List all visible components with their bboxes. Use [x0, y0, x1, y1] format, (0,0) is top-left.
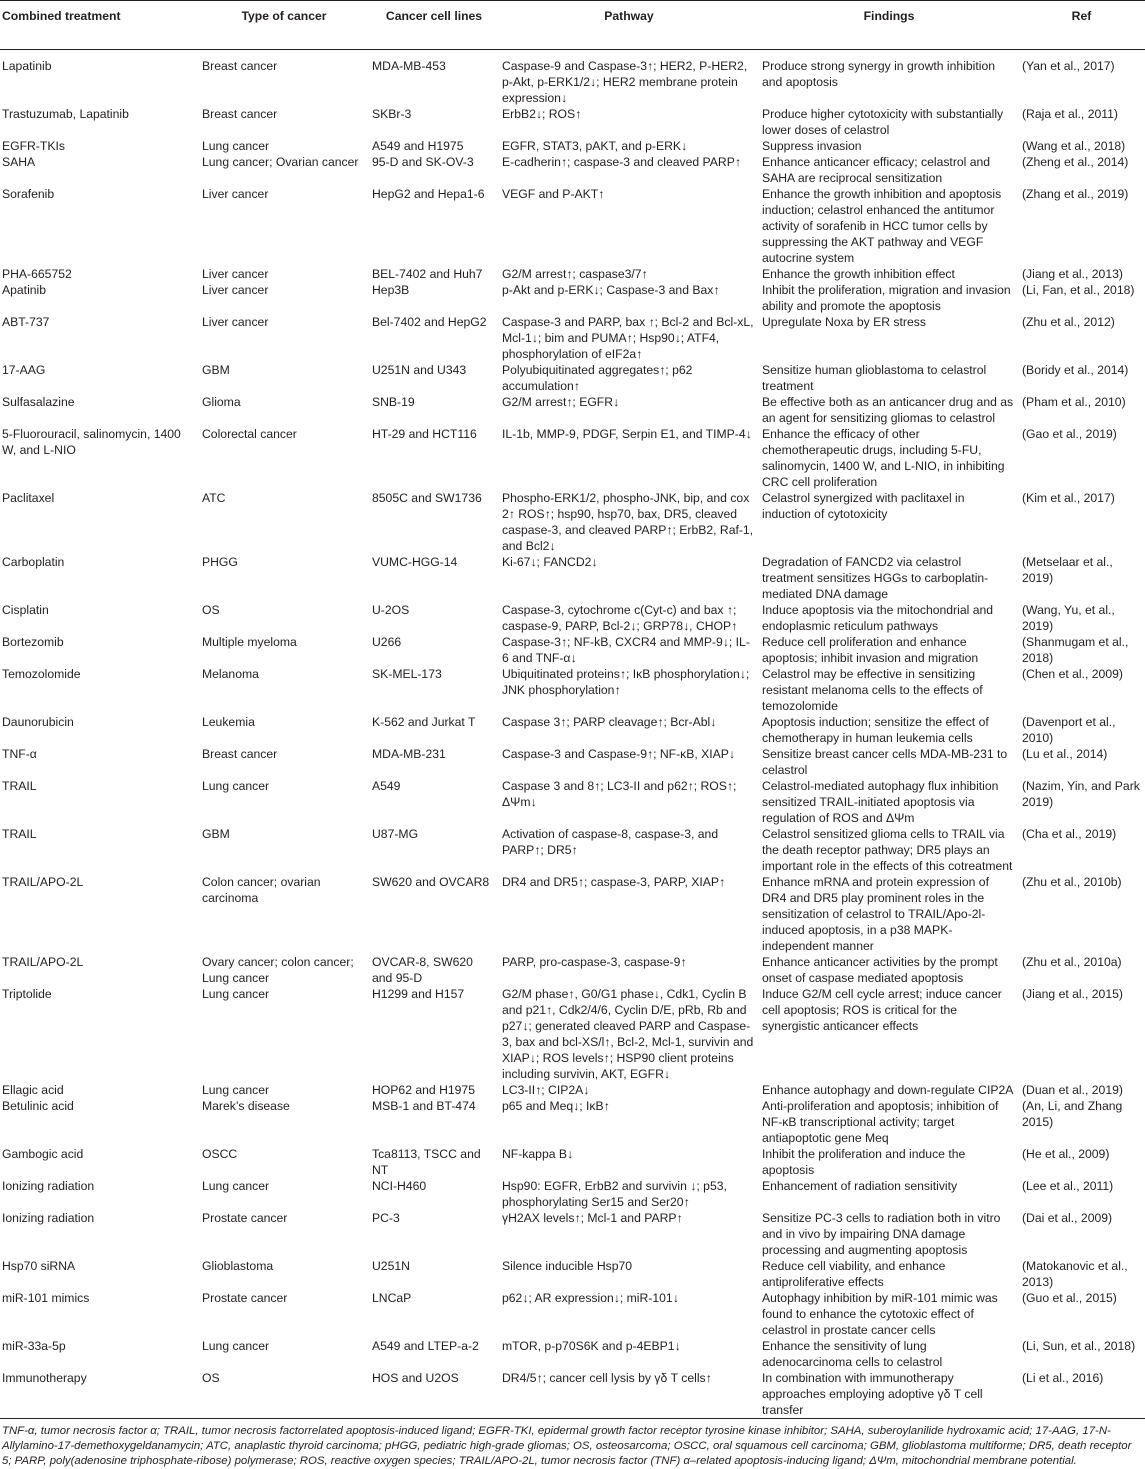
cell-findings: Celastrol sensitized glioma cells to TRAIL via the death receptor pathway; DR5 plays an important role in the effects of this cotreatment [762, 827, 1013, 873]
cell-pathway: G2/M arrest↑; caspase3/7↑ [502, 267, 648, 281]
table-row [0, 266, 1145, 282]
cell-type-of-cancer: GBM [202, 363, 230, 377]
table-row [0, 314, 1145, 362]
table-row [0, 986, 1145, 1082]
cell-cancer-cell-lines: HOS and U2OS [370, 1370, 500, 1419]
cell-ref: (Nazim, Yin, and Park 2019) [1022, 779, 1140, 809]
cell-findings: Enhance the growth inhibition and apoptosis induction; celastrol enhanced the antitumor activity of sorafenib in HCC tumor cells by suppressing the AKT pathway and VEGF autocrine system [762, 187, 1002, 265]
cell-combined-treatment: 5-Fluorouracil, salinomycin, 1400 W, and L-NIO [2, 427, 181, 457]
table-row [0, 138, 1145, 154]
cell-findings: Sensitize PC-3 cells to radiation both in vitro and in vivo by impairing DNA damage processing and augmenting apoptosis [762, 1211, 1001, 1257]
cell-ref: (Gao et al., 2019) [1022, 427, 1117, 441]
cell-type-of-cancer: Lung cancer [202, 779, 270, 793]
table-row [0, 394, 1145, 426]
cell-cancer-cell-lines: Bel-7402 and HepG2 [372, 315, 487, 329]
header-row [0, 1, 1145, 50]
cell-cancer-cell-lines: HOP62 and H1975 [372, 1083, 475, 1097]
cell-ref: (Kim et al., 2017) [1022, 491, 1115, 505]
cell-pathway: Polyubiquitinated aggregates↑; p62 accumulation↑ [502, 363, 693, 393]
cell-findings: Enhance anticancer efficacy; celastrol and SAHA are reciprocal sensitization [762, 155, 991, 185]
header-combined-treatment: Combined treatment [0, 1, 200, 50]
cell-findings: Enhance the sensitivity of lung adenocarcinoma cells to celastrol [762, 1339, 943, 1369]
cell-cancer-cell-lines: U87-MG [372, 827, 419, 841]
cell-combined-treatment: Triptolide [2, 987, 52, 1001]
cell-ref: (Davenport et al., 2010) [1022, 715, 1116, 745]
cell-cancer-cell-lines: H1299 and H157 [372, 987, 465, 1001]
cell-combined-treatment: Ionizing radiation [2, 1179, 95, 1193]
table-row [0, 874, 1145, 954]
cell-combined-treatment: miR-33a-5p [2, 1339, 66, 1353]
cell-combined-treatment: ABT-737 [2, 315, 50, 329]
cell-cancer-cell-lines: SK-MEL-173 [372, 667, 442, 681]
cell-ref: (Matokanovic et al., 2013) [1022, 1259, 1128, 1289]
cell-type-of-cancer: Glioblastoma [202, 1259, 274, 1273]
cell-combined-treatment: Immunotherapy [0, 1370, 200, 1419]
table-row [0, 1098, 1145, 1146]
cell-findings: Enhance the growth inhibition effect [762, 267, 955, 281]
cell-findings: Sensitize human glioblastoma to celastrol treatment [762, 363, 987, 393]
table-row [0, 1370, 1145, 1419]
cell-cancer-cell-lines: LNCaP [372, 1291, 412, 1305]
cell-combined-treatment: Daunorubicin [2, 715, 74, 729]
cell-combined-treatment: Trastuzumab, Lapatinib [2, 107, 129, 121]
cell-pathway: γH2AX levels↑; Mcl-1 and PARP↑ [502, 1211, 683, 1225]
table-row [0, 826, 1145, 874]
cell-combined-treatment: Carboplatin [2, 555, 65, 569]
cell-pathway: Silence inducible Hsp70 [502, 1259, 633, 1273]
cell-combined-treatment: Betulinic acid [2, 1099, 74, 1113]
cell-ref: (Zhang et al., 2019) [1022, 187, 1129, 201]
cell-combined-treatment: Apatinib [2, 283, 47, 297]
cell-findings: Inhibit the proliferation, migration and invasion ability and promote the apoptosis [762, 283, 1011, 313]
cell-pathway: p-Akt and p-ERK↓; Caspase-3 and Bax↑ [502, 283, 720, 297]
cell-ref: (Li, Fan, et al., 2018) [1022, 283, 1135, 297]
cell-combined-treatment: PHA-665752 [2, 267, 72, 281]
cell-cancer-cell-lines: K-562 and Jurkat T [372, 715, 476, 729]
header-pathway: Pathway [500, 1, 760, 50]
cell-combined-treatment: miR-101 mimics [2, 1291, 90, 1305]
cell-findings: Enhancement of radiation sensitivity [762, 1179, 958, 1193]
cell-ref: (Pham et al., 2010) [1022, 395, 1126, 409]
table-row [0, 362, 1145, 394]
cell-findings: Enhance mRNA and protein expression of DR4 and DR5 play prominent roles in the sensitization of celastrol to TRAIL/Apo-2l-induced apoptosis, in a p38 MAPK-independent manner [762, 875, 989, 953]
cell-ref: (Wang, Yu, et al., 2019) [1022, 603, 1115, 633]
cell-type-of-cancer: Marek’s disease [202, 1099, 290, 1113]
cell-combined-treatment: TRAIL [2, 779, 37, 793]
table-row [0, 1178, 1145, 1210]
cell-combined-treatment: Bortezomib [2, 635, 64, 649]
cell-pathway: PARP, pro-caspase-3, caspase-9↑ [502, 955, 687, 969]
cell-findings: Autophagy inhibition by miR-101 mimic was found to enhance the cytotoxic effect of celastrol in prostate cancer cells [762, 1291, 998, 1337]
cell-pathway: Caspase-9 and Caspase-3↑; HER2, P-HER2, p-Akt, p-ERK1/2↓; HER2 membrane protein expression↓ [502, 59, 748, 105]
cell-ref: (An, Li, and Zhang 2015) [1022, 1099, 1123, 1129]
cell-combined-treatment: TRAIL/APO-2L [2, 955, 84, 969]
cell-pathway: p65 and Meq↓; IκB↑ [502, 1099, 610, 1113]
cell-findings: Enhance autophagy and down-regulate CIP2A [762, 1083, 1014, 1097]
cell-pathway: Caspase-3 and PARP, bax ↑; Bcl-2 and Bcl-xL, Mcl-1↓; bim and PUMA↑; Hsp90↓; ATF4, phosphorylation of eIF2a↑ [502, 315, 754, 361]
cell-cancer-cell-lines: OVCAR-8, SW620 and 95-D [372, 955, 473, 985]
cell-type-of-cancer: Liver cancer [202, 267, 269, 281]
table-row [0, 1258, 1145, 1290]
cell-cancer-cell-lines: U266 [372, 635, 402, 649]
cell-cancer-cell-lines: U251N and U343 [372, 363, 467, 377]
cell-combined-treatment: Lapatinib [2, 59, 52, 73]
cell-type-of-cancer: Prostate cancer [202, 1291, 288, 1305]
cell-type-of-cancer: Lung cancer [202, 1083, 270, 1097]
cell-type-of-cancer: Liver cancer [202, 315, 269, 329]
cell-cancer-cell-lines: VUMC-HGG-14 [372, 555, 458, 569]
cell-pathway: Caspase-3↑; NF-kB, CXCR4 and MMP-9↓; IL-6 and TNF-α↓ [502, 635, 750, 665]
cell-pathway: Ki-67↓; FANCD2↓ [502, 555, 598, 569]
cell-cancer-cell-lines: SKBr-3 [372, 107, 412, 121]
cell-cancer-cell-lines: Hep3B [372, 283, 410, 297]
cell-type-of-cancer: Colon cancer; ovarian carcinoma [202, 875, 321, 905]
cell-combined-treatment: Ionizing radiation [2, 1211, 95, 1225]
table-row [0, 1290, 1145, 1338]
cell-type-of-cancer: Liver cancer [202, 283, 269, 297]
cell-pathway: IL-1b, MMP-9, PDGF, Serpin E1, and TIMP-4↓ [502, 427, 752, 441]
cell-type-of-cancer: Lung cancer [202, 987, 270, 1001]
cell-findings: Induce apoptosis via the mitochondrial and endoplasmic reticulum pathways [762, 603, 994, 633]
cell-pathway: NF-kappa B↓ [502, 1147, 574, 1161]
cell-findings: Suppress invasion [762, 139, 862, 153]
cell-cancer-cell-lines: A549 [372, 779, 401, 793]
cell-pathway: Ubiquitinated proteins↑; IκB phosphorylation↓; JNK phosphorylation↑ [502, 667, 750, 697]
header-cancer-cell-lines: Cancer cell lines [370, 1, 500, 50]
cell-findings: Celastrol-mediated autophagy flux inhibition sensitized TRAIL-initiated apoptosis via regulation of ROS and ΔΨm [762, 779, 999, 825]
cell-pathway: Activation of caspase-8, caspase-3, and PARP↑; DR5↑ [502, 827, 719, 857]
table-row [0, 154, 1145, 186]
cell-cancer-cell-lines: HT-29 and HCT116 [372, 427, 477, 441]
cell-pathway: E-cadherin↑; caspase-3 and cleaved PARP↑ [502, 155, 741, 169]
cell-findings: Enhance anticancer activities by the prompt onset of caspase mediated apoptosis [762, 955, 998, 985]
cell-combined-treatment: Hsp70 siRNA [2, 1259, 76, 1273]
cell-combined-treatment: Paclitaxel [2, 491, 55, 505]
cell-cancer-cell-lines: MDA-MB-453 [372, 59, 446, 73]
cell-pathway: DR4/5↑; cancer cell lysis by γδ T cells↑ [500, 1370, 760, 1419]
cell-type-of-cancer: ATC [202, 491, 226, 505]
table-row [0, 554, 1145, 602]
cell-ref: (Boridy et al., 2014) [1022, 363, 1129, 377]
cell-cancer-cell-lines: MDA-MB-231 [372, 747, 446, 761]
cell-pathway: ErbB2↓; ROS↑ [502, 107, 582, 121]
header-type-of-cancer: Type of cancer [200, 1, 370, 50]
cell-pathway: EGFR, STAT3, pAKT, and p-ERK↓ [502, 139, 688, 153]
cell-cancer-cell-lines: A549 and H1975 [372, 139, 464, 153]
cell-combined-treatment: Sorafenib [2, 187, 55, 201]
cell-combined-treatment: SAHA [2, 155, 36, 169]
cell-findings: Enhance the efficacy of other chemotherapeutic drugs, including 5-FU, salinomycin, 1400 W, and L-NIO, in inhibiting CRC cell proliferation [762, 427, 1005, 489]
cell-cancer-cell-lines: A549 and LTEP-a-2 [372, 1339, 479, 1353]
table-row [0, 186, 1145, 266]
cell-findings: Upregulate Noxa by ER stress [762, 315, 926, 329]
cell-combined-treatment: Temozolomide [2, 667, 81, 681]
table-row [0, 666, 1145, 714]
table-row [0, 490, 1145, 554]
cell-type-of-cancer: Breast cancer [202, 59, 278, 73]
cell-ref: (Guo et al., 2015) [1022, 1291, 1117, 1305]
cell-findings: Be effective both as an anticancer drug and as an agent for sensitizing gliomas to celastrol [762, 395, 1014, 425]
cell-pathway: G2/M arrest↑; EGFR↓ [502, 395, 620, 409]
cell-ref: (Jiang et al., 2015) [1022, 987, 1123, 1001]
cell-ref: (Duan et al., 2019) [1022, 1083, 1123, 1097]
cell-ref: (Li et al., 2016) [1020, 1370, 1145, 1419]
cell-ref: (Wang et al., 2018) [1022, 139, 1126, 153]
cell-combined-treatment: TRAIL/APO-2L [2, 875, 84, 889]
cell-pathway: Caspase 3↑; PARP cleavage↑; Bcr-Abl↓ [502, 715, 717, 729]
table-row [0, 634, 1145, 666]
cell-pathway: Caspase-3, cytochrome c(Cyt-c) and bax ↑; caspase-9, PARP, Bcl-2↓; GRP78↓, CHOP↑ [502, 603, 738, 633]
cell-ref: (Zhu et al., 2010a) [1022, 955, 1122, 969]
cell-cancer-cell-lines: SNB-19 [372, 395, 415, 409]
cell-combined-treatment: Cisplatin [2, 603, 49, 617]
cell-type-of-cancer: Multiple myeloma [202, 635, 297, 649]
cell-type-of-cancer: Lung cancer [202, 139, 270, 153]
cell-findings: Celastrol synergized with paclitaxel in induction of cytotoxicity [762, 491, 965, 521]
cell-ref: (Raja et al., 2011) [1022, 107, 1118, 121]
cell-cancer-cell-lines: HepG2 and Hepa1-6 [372, 187, 485, 201]
cell-type-of-cancer: Melanoma [202, 667, 259, 681]
cell-ref: (Jiang et al., 2013) [1022, 267, 1123, 281]
cell-pathway: G2/M phase↑, G0/G1 phase↓, Cdk1, Cyclin B and p21↑, Cdk2/4/6, Cyclin D/E, pRb, Rb and p27↓; generated cleaved PARP and Caspase-3, bax and bcl-XS/l↑, Bcl-2, Mcl-1, survivin and XIAP↓; ROS levels↑; HSP90 client proteins including survivin, AKT, EGFR↓ [502, 987, 754, 1081]
table-row [0, 1082, 1145, 1098]
cell-findings: Apoptosis induction; sensitize the effect of chemotherapy in human leukemia cells [762, 715, 989, 745]
table-row [0, 426, 1145, 490]
cell-cancer-cell-lines: U-2OS [372, 603, 410, 617]
cell-type-of-cancer: OSCC [202, 1147, 238, 1161]
table-footnote: TNF-α, tumor necrosis factor α; TRAIL, tumor necrosis factorrelated apoptosis-induced ligand; EGFR-TKI, epidermal growth factor receptor tyrosine kinase inhibitor; SAHA, suberoylanilide hydroxamic acid; 17-AAG, 17-N-Allylamino-17-demethoxygeldanamycin; ATC, anaplastic thyroid carcinoma; pHGG, pediatric high-grade gliomas; OS, osteosarcoma; OSCC, oral squamous cell carcinoma; GBM, glioblastoma multiforme; DR5, death receptor 5; PARP, poly(adenosine triphosphate-ribose) polymerase; ROS, reactive oxygen species; TRAIL/APO-2L, tumor necrosis factor (TNF) α–related apoptosis-inducing ligand; ΔΨm, mitochondrial membrane potential. [2, 1425, 1132, 1467]
cell-type-of-cancer: Liver cancer [202, 187, 269, 201]
cell-pathway: p62↓; AR expression↓; miR-101↓ [502, 1291, 679, 1305]
cell-findings: Inhibit the proliferation and induce the apoptosis [762, 1147, 966, 1177]
cell-ref: (Dai et al., 2009) [1022, 1211, 1113, 1225]
cell-combined-treatment: Sulfasalazine [2, 395, 75, 409]
cell-ref: (Lu et al., 2014) [1022, 747, 1108, 761]
table-row [0, 1338, 1145, 1370]
cell-ref: (He et al., 2009) [1022, 1147, 1110, 1161]
table-row [0, 50, 1145, 107]
cell-type-of-cancer: Lung cancer; Ovarian cancer [202, 155, 359, 169]
cell-ref: (Zheng et al., 2014) [1022, 155, 1129, 169]
cell-findings: In combination with immunotherapy approaches employing adoptive γδ T cell transfer [760, 1370, 1020, 1419]
cell-findings: Reduce cell viability, and enhance antiproliferative effects [762, 1259, 946, 1289]
cell-ref: (Cha et al., 2019) [1022, 827, 1117, 841]
cell-combined-treatment: TRAIL [2, 827, 37, 841]
cell-combined-treatment: 17-AAG [2, 363, 46, 377]
cell-pathway: Phospho-ERK1/2, phospho-JNK, bip, and cox 2↑ ROS↑; hsp90, hsp70, bax, DR5, cleaved caspase-3, and cleaved PARP↑; ErbB2, Raf-1, and Bcl2↓ [502, 491, 754, 553]
cell-pathway: Hsp90: EGFR, ErbB2 and survivin ↓; p53, phosphorylating Ser15 and Ser20↑ [502, 1179, 727, 1209]
cell-findings: Produce strong synergy in growth inhibition and apoptosis [762, 59, 996, 89]
table-row [0, 106, 1145, 138]
cell-combined-treatment: TNF-α [2, 747, 37, 761]
cell-type-of-cancer: Lung cancer [202, 1339, 270, 1353]
cell-type-of-cancer: GBM [202, 827, 230, 841]
cell-ref: (Lee et al., 2011) [1022, 1179, 1114, 1193]
cell-pathway: Caspase 3 and 8↑; LC3-II and p62↑; ROS↑; ΔΨm↓ [502, 779, 737, 809]
table-row [0, 1210, 1145, 1258]
cell-ref: (Zhu et al., 2010b) [1022, 875, 1122, 889]
cell-cancer-cell-lines: SW620 and OVCAR8 [372, 875, 490, 889]
cell-combined-treatment: Gambogic acid [2, 1147, 84, 1161]
cell-cancer-cell-lines: Tca8113, TSCC and NT [372, 1147, 481, 1177]
cell-cancer-cell-lines: PC-3 [372, 1211, 400, 1225]
cell-ref: (Zhu et al., 2012) [1022, 315, 1115, 329]
cell-ref: (Shanmugam et al., 2018) [1022, 635, 1129, 665]
cell-ref: (Chen et al., 2009) [1022, 667, 1123, 681]
cell-pathway: mTOR, p-p70S6K and p-4EBP1↓ [502, 1339, 681, 1353]
table-body [0, 50, 1145, 1419]
cell-cancer-cell-lines: 8505C and SW1736 [372, 491, 482, 505]
cell-pathway: Caspase-3 and Caspase-9↑; NF-κB, XIAP↓ [502, 747, 736, 761]
cell-combined-treatment: EGFR-TKIs [2, 139, 65, 153]
table-row [0, 778, 1145, 826]
cell-type-of-cancer: Breast cancer [202, 107, 278, 121]
cell-type-of-cancer: Breast cancer [202, 747, 278, 761]
cell-type-of-cancer: Lung cancer [202, 1179, 270, 1193]
table-row [0, 954, 1145, 986]
cell-type-of-cancer: Leukemia [202, 715, 255, 729]
cell-pathway: LC3-II↑; CIP2A↓ [502, 1083, 590, 1097]
cell-type-of-cancer: OS [202, 603, 220, 617]
cell-ref: (Yan et al., 2017) [1022, 59, 1115, 73]
cell-type-of-cancer: OS [200, 1370, 370, 1419]
table-row [0, 282, 1145, 314]
cell-combined-treatment: Ellagic acid [2, 1083, 64, 1097]
cell-findings: Sensitize breast cancer cells MDA-MB-231 to celastrol [762, 747, 1008, 777]
cell-pathway: VEGF and P-AKT↑ [502, 187, 605, 201]
table-row [0, 1146, 1145, 1178]
cell-findings: Celastrol may be effective in sensitizing resistant melanoma cells to the effects of temozolomide [762, 667, 983, 713]
header-findings: Findings [760, 1, 1020, 50]
cell-findings: Reduce cell proliferation and enhance apoptosis; inhibit invasion and migration [762, 635, 979, 665]
cell-type-of-cancer: PHGG [202, 555, 238, 569]
cell-findings: Produce higher cytotoxicity with substantially lower doses of celastrol [762, 107, 1004, 137]
cell-type-of-cancer: Ovary cancer; colon cancer; Lung cancer [202, 955, 354, 985]
table-row [0, 602, 1145, 634]
cell-findings: Anti-proliferation and apoptosis; inhibition of NF-κB transcriptional activity; target antiapoptotic gene Meq [762, 1099, 999, 1145]
cell-ref: (Metselaar et al., 2019) [1022, 555, 1113, 585]
table-header [0, 1, 1145, 50]
cell-pathway: DR4 and DR5↑; caspase-3, PARP, XIAP↑ [502, 875, 726, 889]
cell-type-of-cancer: Glioma [202, 395, 241, 409]
cell-cancer-cell-lines: NCI-H460 [372, 1179, 427, 1193]
cell-ref: (Li, Sun, et al., 2018) [1022, 1339, 1136, 1353]
cell-cancer-cell-lines: BEL-7402 and Huh7 [372, 267, 483, 281]
cell-cancer-cell-lines: U251N [372, 1259, 410, 1273]
table-row [0, 746, 1145, 778]
cell-findings: Degradation of FANCD2 via celastrol treatment sensitizes HGGs to carboplatin-mediated DNA damage [762, 555, 989, 601]
cell-cancer-cell-lines: 95-D and SK-OV-3 [372, 155, 474, 169]
cell-type-of-cancer: Colorectal cancer [202, 427, 297, 441]
header-ref: Ref [1020, 1, 1145, 50]
cell-cancer-cell-lines: MSB-1 and BT-474 [372, 1099, 476, 1113]
cell-type-of-cancer: Prostate cancer [202, 1211, 288, 1225]
table-row [0, 714, 1145, 746]
cell-findings: Induce G2/M cell cycle arrest; induce cancer cell apoptosis; ROS is critical for the synergistic anticancer effects [762, 987, 1002, 1033]
